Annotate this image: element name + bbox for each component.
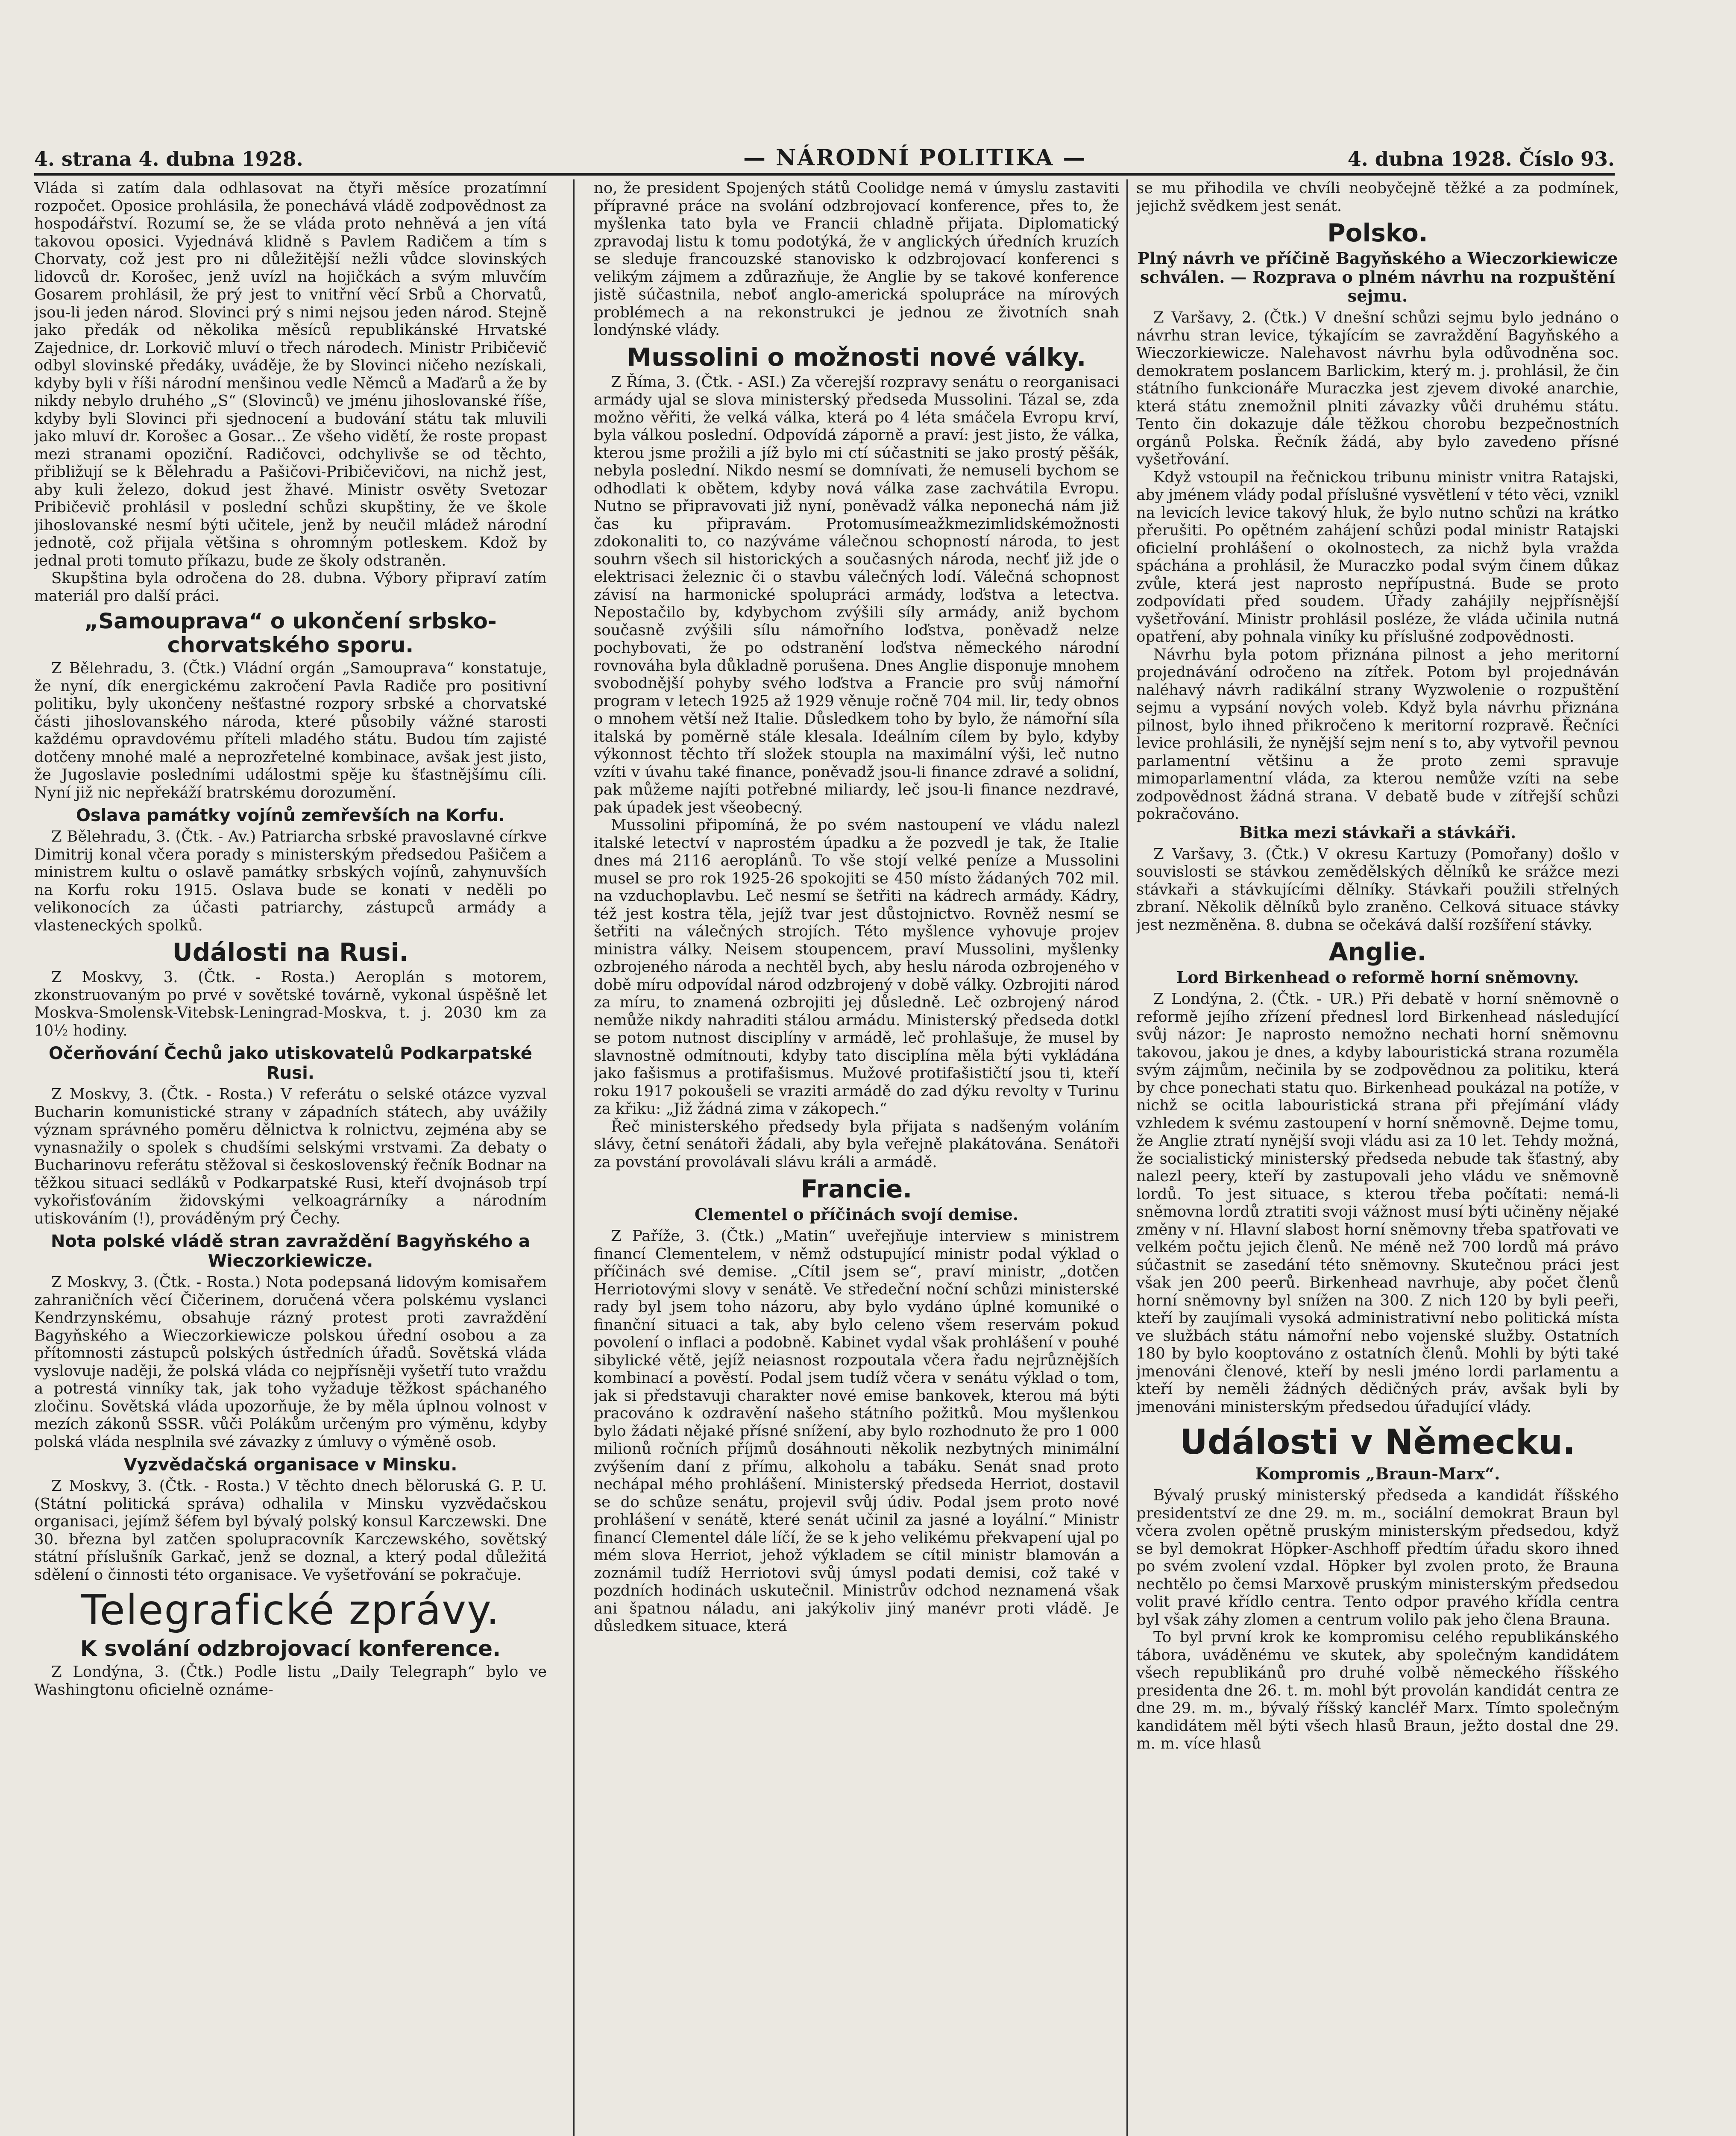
- section-title-udalosti-v-nemecku: Události v Německu.: [1179, 1422, 1576, 1462]
- article-paragraph: Z Londýna, 3. (Čtk.) Podle listu „Daily Telegraph“ bylo ve Washingtonu oficielně oznáme-: [34, 1663, 547, 1699]
- section-title-anglie: Anglie.: [1328, 937, 1427, 966]
- article-paragraph: Řeč ministerského předsedy byla přijata s nadšeným voláním slávy, četní senátoři žádali, aby byla veřejně plakátována. Senátoři za povstání provolávali slávu králi a armádě.: [594, 1118, 1119, 1171]
- article-paragraph: Když vstoupil na řečnickou tribunu ministr vnitra Ratajski, aby jménem vlády podal příslušné vysvětlení v této věci, vznikl na levicích levice takový hluk, že bylo nutno schůzi na krátko přerušiti. Po opětném zahájení schůzi podal ministr Ratajski oficielní prohlášení o okolnostech, za nichž byla vražda spáchána a prohlásil, že Muraczko podal svým činem důkaz zvůle, která jest naprosto nepřípustná. Bude se proto zodpovídati před soudem. Úřady zahájily nejpřísnější vyšetřování. Ministr prohlásil posléze, že vláda učinila nutná opatření, aby pohnala viníky ku příslušné zodpovědnosti.: [1136, 468, 1619, 645]
- column-right: [1136, 179, 1619, 2136]
- article-paragraph: Bývalý pruský ministerský předseda a kandidát říšského presidentství ze dne 29. m. m., sociální demokrat Braun byl včera zvolen opětně pruským ministerským předsedou, když se byl demokrat Höpker-Aschhoff předtím úřadu skoro ihned po svém zvolení vzdal. Höpker byl zvolen proto, že Brauna nechtělo po čemsi Marxově pruským ministerským předsedou volit pravé křídlo centra. Tento odpor pravého křídla centra byl však záhy zlomen a centrum volilo pak jeho člena Brauna.: [1136, 1487, 1619, 1628]
- headline-udalosti-na-rusi: Události na Rusi.: [172, 938, 409, 967]
- column-left: [34, 179, 547, 2136]
- headline-kompromis-braun-marx: Kompromis „Braun-Marx“.: [1255, 1464, 1500, 1483]
- article-paragraph: Z Varšavy, 2. (Čtk.) V dnešní schůzi sejmu bylo jednáno o návrhu stran levice, týkajícím se zavraždění Bagyňského a Wieczorkiewicze. Nalehavost návrhu byla odůvodněna soc. demokratem poslancem Barlickim, který m. j. prohlásil, že čin státního funkcionáře Muraczka jest zjevem divoké anarchie, která státu znemožnil plniti závazky vůči druhému státu. Tento čin dokazuje dále těžkou chorobu bezpečnostních orgánů Polska. Řečník žádá, aby bylo zavedeno přísné vyšetřování.: [1136, 309, 1619, 468]
- masthead-title: — NÁRODNÍ POLITIKA —: [743, 145, 1087, 171]
- article-paragraph: Z Bělehradu, 3. (Čtk.) Vládní orgán „Samouprava“ konstatuje, že nyní, dík energickému zakročení Pavla Radiče pro positivní politiku, byly ukončeny nešťastné rozpory srbské a chorvatské části jihoslovanského národa, které působily vážné starosti každému opravdovému příteli mladého státu. Budou tím zajisté dotčeny mnohé malé a neprozřetelné kombinace, avšak jest jisto, že Jugoslavie posledními událostmi spěje ku šťastnějšímu cíli. Nyní již nic nepřekáží bratrskému dorozumění.: [34, 660, 547, 801]
- article-paragraph: Z Moskvy, 3. (Čtk. - Rosta.) Nota podepsaná lidovým komisařem zahraničních věcí Čičerinem, doručená včera polskému vyslanci Kendrzynskému, obsahuje rázný protest proti zavraždění Bagyňského a Wieczorkiewicze polskou úřední osobou a za přítomnosti zástupců polských ústředních úřadů. Sovětská vláda vyslovuje naději, že polská vláda co nejpřísněji vyšetří tuto vraždu a potrestá vinníky tak, jak toho vyžaduje těžkost spáchaného zločinu. Sovětská vláda upozorňuje, že by měla úplnou volnost v mezích zákonů SSSR. vůči Polákům určeným pro výměnu, kdyby polská vláda nesplnila své závazky z úmluvy o výměně osob.: [34, 1273, 547, 1451]
- article-paragraph: Z Bělehradu, 3. (Čtk. - Av.) Patriarcha srbské pravoslavné církve Dimitrij konal včera porady s ministerským předsedou Pašičem a ministrem kultu o oslavě památky srbských vojínů, zahynuvších na Korfu roku 1915. Oslava bude se konati v neděli po velikonocích za účasti patriarchy, zástupců armády a vlasteneckých spolků.: [34, 828, 547, 934]
- headline-plny-navrh: Plný návrh ve příčině Bagyňského a Wieczorkiewicze schválen. — Rozprava o plném návrhu na rozpuštění sejmu.: [1137, 249, 1618, 305]
- column-middle: [594, 179, 1119, 2136]
- column-divider: [1126, 179, 1128, 2136]
- article-paragraph: se mu přihodila ve chvíli neobyčejně těžké a za podmínek, jejichž svědkem jest senát.: [1136, 179, 1619, 215]
- header-page-date: 4. strana 4. dubna 1928.: [34, 147, 303, 170]
- article-paragraph: Z Moskvy, 3. (Čtk. - Rosta.) V těchto dnech běloruská G. P. U. (Státní politická správa) odhalila v Minsku vyzvědačskou organisaci, jejímž šéfem byl bývalý polský konsul Karczewski. Dne 30. března byl zatčen spolupracovník Karczewského, sovětský státní příslušník Garkač, jenž se doznal, a který podal důležitá sdělení o činnosti této organisace. Ve vyšetřování se pokračuje.: [34, 1477, 547, 1584]
- article-paragraph: Mussolini připomíná, že po svém nastoupení ve vládu nalezl italské letectví v naprostém úpadku a že pozvedl je tak, že Italie dnes má 2116 aeroplánů. To vše stojí velké peníze a Mussolini musel se pro rok 1925-26 spokojiti se 450 místo žádaných 702 mil. na vzduchoplavbu. Leč nesmí se šetřiti na kádrech armády. Kádry, též jest kostra těla, jejíž tvar jest důstojnictvo. Rovněž nesmí se šetřiti na válečných strojích. Této myšlence vyhovuje projev ministra války. Neisem stoupencem, praví Mussolini, myšlenky ozbrojeného národa a nechtěl bych, aby heslu národa ozbrojeného v době míru odpovídal národ odzbrojený v době války. Ozbrojiti národ za míru, to znamená ozbrojiti jej důsledně. Leč ozbrojený národ nemůže nikdy nahraditi stálou armádu. Ministerský předseda dotkl se potom nutnost disciplíny v armádě, leč prohlašuje, že musel by slavnostně odmítnouti, kdyby tato disciplína měla býti vykládána jako fašismus a protifašismus. Mužové protifašističtí jsou ti, kteří roku 1917 pokoušeli se vraziti armádě do zad dýku revolty v Turinu za křiku: „Již žádná zima v zákopech.“: [594, 816, 1119, 1118]
- article-paragraph: Z Londýna, 2. (Čtk. - UR.) Při debatě v horní sněmovně o reformě jejího zřízení přednesl lord Birkenhead následující svůj názor: Je naprosto nemožno nechati horní sněmovnu takovou, jakou je dnes, a kdyby labouristická strana rozuměla svým zájmům, nečinila by se zodpovědnou za politiku, která by chce ponechati statu quo. Birkenhead poukázal na potíže, v nichž se ocitla labouristická strana při přejímání vlády vzhledem k svému zastoupení v horní sněmovně. Dejme tomu, že Anglie ztratí nynější svoji vládu asi za 10 let. Tehdy možná, že socialistický ministerský předseda nebude tak šťastný, aby nalezl peery, kteří by zastupovali jeho vládu ve sněmovně lordů. To jest situace, s kterou třeba počítati: nemá-li sněmovna lordů ztratiti svoji vážnost musí býti učiněny nějaké změny v ní. Hlavní slabost horní sněmovny třeba spatřovati ve velkém počtu jejich členů. Ne méně než 700 lordů má právo súčastnit se zasedání této sněmovny. Skutečnou práci jest však jen 200 peerů. Birkenhead navrhuje, aby počet členů horní sněmovny byl snížen na 300. Z nich 120 by byli peeři, kteří by zaujímali vysoká administrativní nebo politická místa ve službách státu námořní nebo vojenské služby. Ostatních 180 by bylo kooptováno z ostatních členů. Mohli by býti také jmenováni členové, kteří by nesli jméno lordi parlamentu a kteří by neměli žádných dědičných práv, avšak byli by jmenováni ministerským předsedou úřadující vlády.: [1136, 990, 1619, 1416]
- article-paragraph: Vláda si zatím dala odhlasovat na čtyři měsíce prozatímní rozpočet. Oposice prohlásila, že ponechává vládě zodpovědnost za hospodářství. Rozumí se, že se vláda proto nehněvá a jen vítá takovou oposici. Vyjednává klidně s Pavlem Radičem a tím s Chorvaty, což jest pro ni důležitější nežli vůdce slovinských lidovců dr. Korošec, jenž uvízl na hojičkách a svým mluvčím Gosarem prohlásil, že prý jest to vnitřní věcí Srbů a Chorvatů, jsou-li jeden národ. Slovinci prý s nimi nejsou jeden národ. Stejně jako předák od několika měsíců republikánské Hrvatské Zajednice, dr. Lorkovič mluví o třech národech. Ministr Pribičevič odbyl slovinské předáky, uváděje, že by Slovinci ničeho nezískali, kdyby byli v říši národní menšinou vedle Němců a Maďarů a že by nikdy nebylo druhého „S“ (Slovinců) ve jménu jihoslovanské říše, kdyby byli Slovinci při sjednocení a budování státu tak mluvili jako mluví dr. Korošec a Gosar... Ze všeho vidětí, že roste propast mezi stranami opoziční. Radičovci, odchylivše se od těchto, přibližují se k Bělehradu a Pašičovi-Pribičevičovi, na nichž jest, aby kuli železo, dokud jest žhavé. Ministr osvěty Svetozar Pribičevič prohlásil v poslední schůzi skupštiny, že ve škole jihoslovanské nesmí býti učitele, jenž by neučil mládež národní jednotě, což přijala většina s ohromným potleskem. Kdož by jednal proti tomuto příkazu, bude ze školy odstraněn.: [34, 179, 547, 569]
- article-paragraph: Z Varšavy, 3. (Čtk.) V okresu Kartuzy (Pomořany) došlo v souvislosti se stávkou zemědělských dělníků ke srážce mezi stávkaři a stávkujícími dělníky. Stávkaři použili střelných zbraní. Několik dělníků bylo zraněno. Celková situace stávky jest nezměněna. 8. dubna se očekává další rozšíření stávky.: [1136, 845, 1619, 934]
- headline-samouprava: „Samouprava“ o ukončení srbsko-chorvatského sporu.: [84, 609, 497, 657]
- article-paragraph: Z Paříže, 3. (Čtk.) „Matin“ uveřejňuje interview s ministrem financí Clementelem, v němž odstupující ministr podal výklad o příčinách své demise. „Cítil jsem se“, praví ministr, „dotčen Herriotovými slovy v senátě. Ve středeční noční schůzi ministerské rady byl jsem toho názoru, aby bylo vydáno úplné komuniké o finanční situaci a tak, aby bylo celeno všem reservám pokud povolení o inflaci a podobně. Kabinet vydal však prohlášení v pouhé sibylické větě, jejíž neiasnost rozpoutala včera řadu nejrůznějších kombinací a pověstí. Podal jsem tudíž včera v senátu výklad o tom, jak si představuji charakter nové emise bankovek, kterou má býti pracováno k ozdravění našeho státního požitků. Mou myšlenkou bylo žádati nějaké přísné snížení, aby bylo rozhodnuto že pro 1 000 milionů ročních příjmů dosáhnouti několik nezbytných minimální zvýšením daní z přímu, alkoholu a tabáku. Senát snad proto nechápal mého prohlášení. Ministerský předseda Herriot, dostavil se do schůze senátu, projevil svůj údiv. Podal jsem proto nové prohlášení v senátě, které senát učinil za jasné a loyální.“ Ministr financí Clementel dále líčí, že se k jeho velikému překvapení ujal po mém slova Herriot, jehož výkladem se cítil ministr blamován a zoznámil tudíž Herriotovi svůj úmysl podati demisi, což také v pozdních hodinách uskutečnil. Ministrův odchod neznamená však ani špatnou náladu, ani jakýkoliv jiný manévr proti vládě. Je důsledkem situace, která: [594, 1227, 1119, 1635]
- page-header: [34, 143, 1615, 176]
- article-paragraph: Z Říma, 3. (Čtk. - ASI.) Za včerejší rozpravy senátu o reorganisaci armády ujal se slova ministerský předseda Mussolini. Tázal se, zda možno věřiti, že velká válka, která po 4 léta smáčela Evropu krví, byla válkou poslední. Odpovídá záporně a praví: jest jisto, že válka, kterou jsme prožili a jíž bylo mi ctí súčastniti se jako prostý pěšák, nebyla poslední. Nikdo nesmí se domnívati, že nemuseli bychom se odhodlati k obětem, kdyby nová válka zase zachvátila Evropu. Nutno se připravovati již nyní, poněvadž válka neponechá nám již čas ku připravám. Protomusímeažkmezimlidskémožnosti zdokonaliti to, co nazýváme válečnou schopností národa, to jest souhrn všech sil historických a současných národa, nechť již jde o elektrisaci železnic či o stavbu válečných lodí. Válečná schopnost závisí na harmonické spolupráci armády, loďstva a letectva. Nepostačilo by, kdybychom zvýšili síly armády, aniž bychom současně zvýšili sílu námořního loďstva, poněvadž nelze pochybovati, že po odstranění loďstva německého národní rovnováha byla důkladně porušena. Dnes Anglie disponuje mnohem svobodnější pohyby svého loďstva a Francie pro svůj námořní program v letech 1925 až 1929 věnuje ročně 704 mil. lir, tedy obnos o mnohem větší než Italie. Důsledkem toho by bylo, že námořní síla italská by poměrně stále klesala. Ideálním cílem by bylo, kdyby výkonnost těchto tří složek stoupla na maximální výši, leč nutno vzíti v úvahu také finance, poněvadž jsou-li finance zdravé a solidní, pak můžeme najíti potřebné miliardy, leč jsou-li finance nezdravé, pak úpadek jest všeobecný.: [594, 373, 1119, 816]
- column-divider: [573, 179, 575, 2136]
- section-title-francie: Francie.: [801, 1174, 912, 1203]
- section-title-polsko: Polsko.: [1327, 218, 1428, 247]
- article-paragraph: no, že president Spojených států Coolidge nemá v úmyslu zastaviti přípravné práce na svolání odzbrojovací konference, přes to, že myšlenka tato byla ve Francii chladně přijata. Diplomatický zpravodaj listu k tomu podotýká, že v anglických úředních kruzích se sleduje francouzské stanovisko k odzbrojovací konferenci s velikým zájmem a zdůrazňuje, že Anglie by se takové konference jistě súčastnila, neboť anglo-americká spolupráce na mírových problémech a na rekonstrukci je jednou ze životních snah londýnské vlády.: [594, 179, 1119, 339]
- article-paragraph: Z Moskvy, 3. (Čtk. - Rosta.) Aeroplán s motorem, zkonstruovaným po prvé v sovětské továrně, vykonal úspěšně let Moskva-Smolensk-Vitebsk-Leningrad-Moskva, t. j. 2030 km za 10½ hodiny.: [34, 968, 547, 1039]
- section-title-telegraficke-zpravy: Telegrafické zprávy.: [81, 1586, 500, 1634]
- headline-mussolini: Mussolini o možnosti nové války.: [627, 342, 1086, 372]
- article-paragraph: To byl první krok ke kompromisu celého republikánského tábora, uváděnému ve skutek, aby společným kandidátem všech republikánů pro druhé volbě německého říšského presidenta dne 26. t. m. mohl být provolán kandidát centra ze dne 29. m. m., bývalý říšský kancléř Marx. Tímto společným kandidátem měl býti všech hlasů Braun, ježto dostal dne 29. m. m. více hlasů: [1136, 1628, 1619, 1752]
- article-paragraph: Z Moskvy, 3. (Čtk. - Rosta.) V referátu o selské otázce vyzval Bucharin komunistické strany v západních státech, aby uvážily význam správného poměru dělnictva k rolnictvu, zejména aby se vynasnažily o spolek s chudšími selskými vrstvami. Za debaty o Bucharinovu referátu stěžoval si československý řečník Bodnar na těžkou situaci sedláků v Podkarpatské Rusi, kteří dvojnásob trpí vykořisťováním židovskými velkoagrárníky a národním utiskováním (!), prováděným prý Čechy.: [34, 1086, 547, 1227]
- headline-odzbrojovaci-konference: K svolání odzbrojovací konference.: [80, 1636, 501, 1661]
- headline-nota-polske-vlade: Nota polské vládě stran zavraždění Bagyňského a Wieczorkiewicze.: [51, 1232, 530, 1271]
- headline-bitka-stavkari: Bitka mezi stávkaři a stávkáři.: [1239, 822, 1516, 842]
- article-paragraph: Návrhu byla potom přiznána pilnost a jeho meritorní projednávání odročeno na zítřek. Potom byl projednáván naléhavý návrh radikální strany Wyzwolenie o rozpuštění sejmu a vypsání nových voleb. Když byla návrhu přiznána pilnost, bylo ihned přikročeno k meritorní rozpravě. Řečníci levice prohlásili, že nynější sejm není s to, aby vytvořil pevnou parlamentní většinu a že proto zemi spravuje mimoparlamentní vláda, za kterou nemůže vzíti na sebe zodpovědnost žádná strana. V debatě bude v zítřejší schůzi pokračováno.: [1136, 645, 1619, 823]
- headline-minsk: Vyzvědačská organisace v Minsku.: [123, 1455, 457, 1475]
- article-paragraph: Skupština byla odročena do 28. dubna. Výbory připraví zatím materiál pro další práci.: [34, 569, 547, 605]
- headline-podkarpatska-rus: Očerňování Čechů jako utiskovatelů Podkarpatské Rusi.: [49, 1044, 532, 1083]
- header-issue-number: 4. dubna 1928. Číslo 93.: [1347, 147, 1615, 170]
- headline-clementel: Clementel o příčinách svojí demise.: [694, 1205, 1019, 1224]
- headline-korfu: Oslava památky vojínů zemřevších na Korfu.: [76, 806, 505, 825]
- headline-lord-birkenhead: Lord Birkenhead o reformě horní sněmovny.: [1176, 968, 1579, 987]
